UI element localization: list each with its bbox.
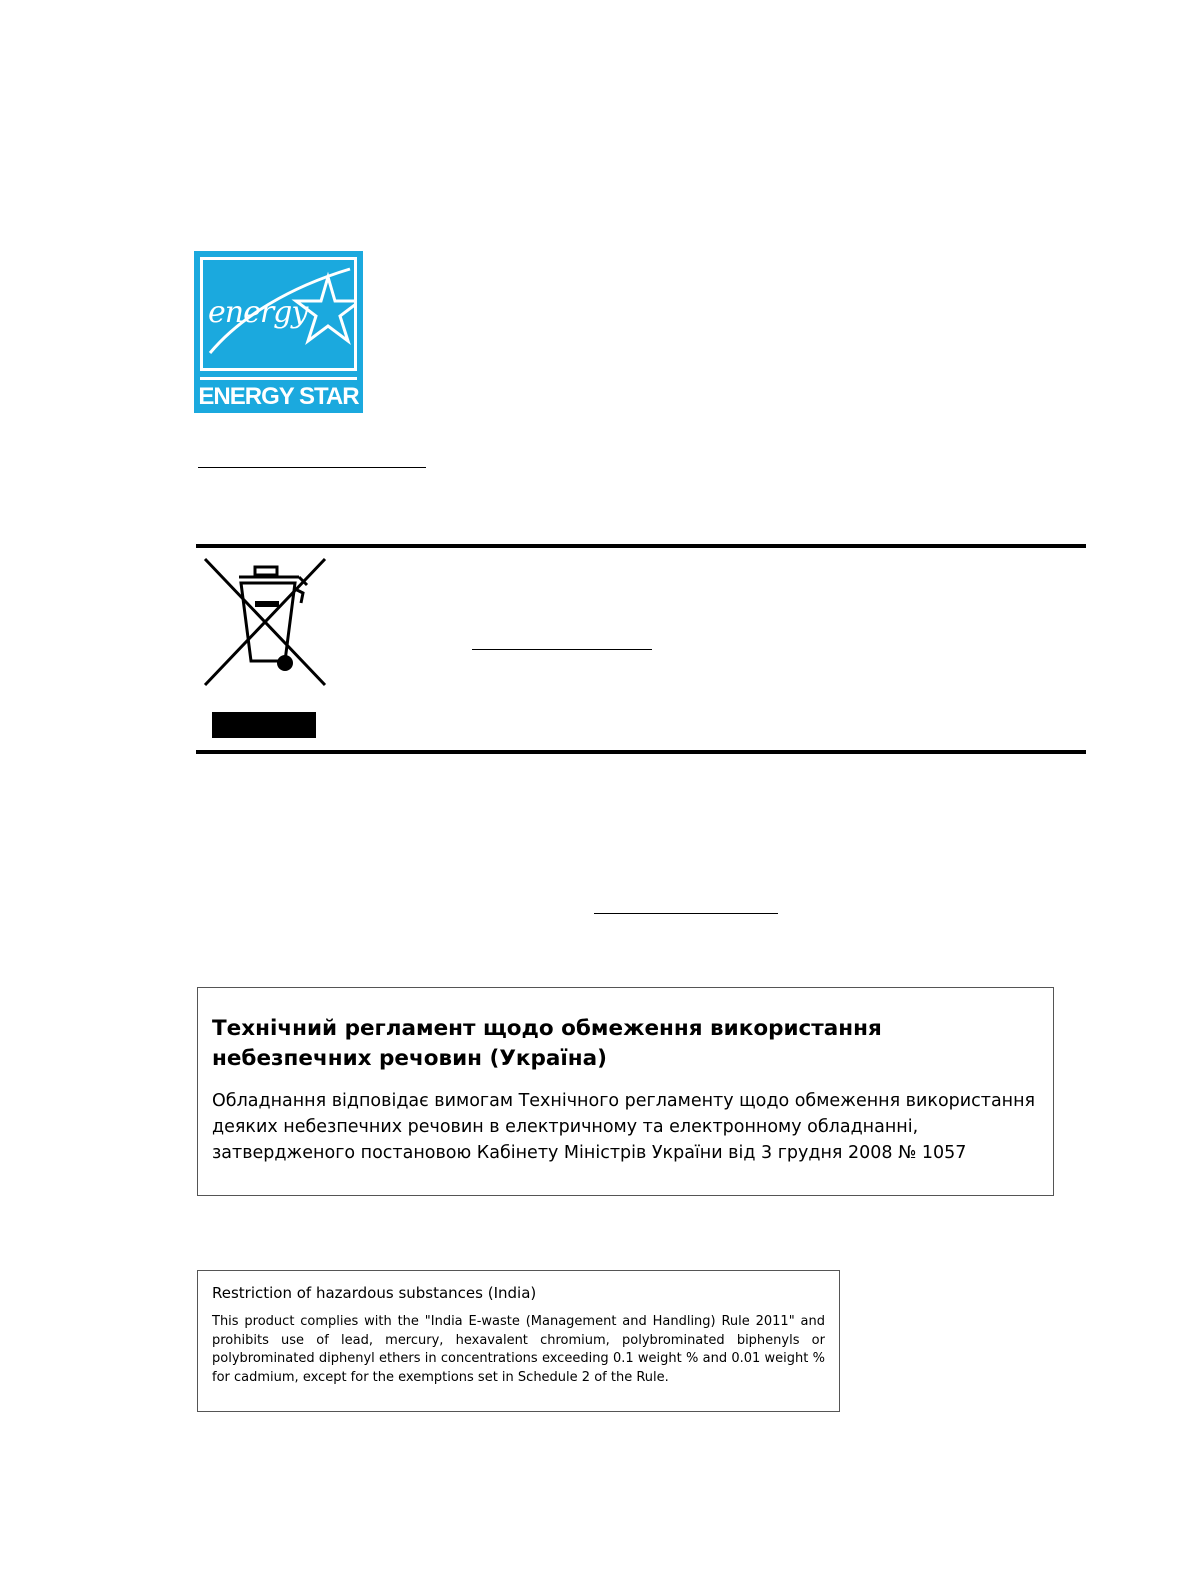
section-top-rule (196, 544, 1086, 548)
energy-script-text: energy (208, 295, 308, 330)
bin-underbar (212, 712, 316, 738)
energy-star-caption: ENERGY STAR (198, 383, 359, 410)
section-bottom-rule (196, 750, 1086, 754)
india-notice-title: Restriction of hazardous substances (India) (212, 1284, 537, 1302)
ukraine-notice-title: Технічний регламент щодо обмеження використання небезпечних речовин (Україна) (212, 1016, 882, 1071)
link-underline[interactable] (472, 649, 652, 650)
energy-star-logo (194, 251, 363, 413)
ukraine-notice-body: Обладнання відповідає вимогам Технічного регламенту щодо обмеження використання деяких небезпечних речовин в електричному та електронному обладнанні, затвердженого постановою Кабінету Міністрів України від 3 грудня 2008 № 1057 (212, 1091, 1036, 1163)
crossed-out-bin-icon (203, 557, 327, 687)
link-underline[interactable] (198, 467, 426, 468)
india-rohs-notice (197, 1270, 840, 1412)
ukraine-rohs-notice (197, 987, 1054, 1196)
logo-divider (200, 377, 357, 380)
india-notice-body: This product complies with the "India E-waste (Management and Handling) Rule 2011" and prohibits use of lead, mercury, hexavalent chromium, polybrominated biphenyls or polybrominated diphenyl ethers in concentrations exceeding 0.1 weight % and 0.01 weight % for cadmium, except for the exemptions set in Schedule 2 of the Rule. (212, 1314, 825, 1385)
link-underline[interactable] (594, 913, 778, 914)
